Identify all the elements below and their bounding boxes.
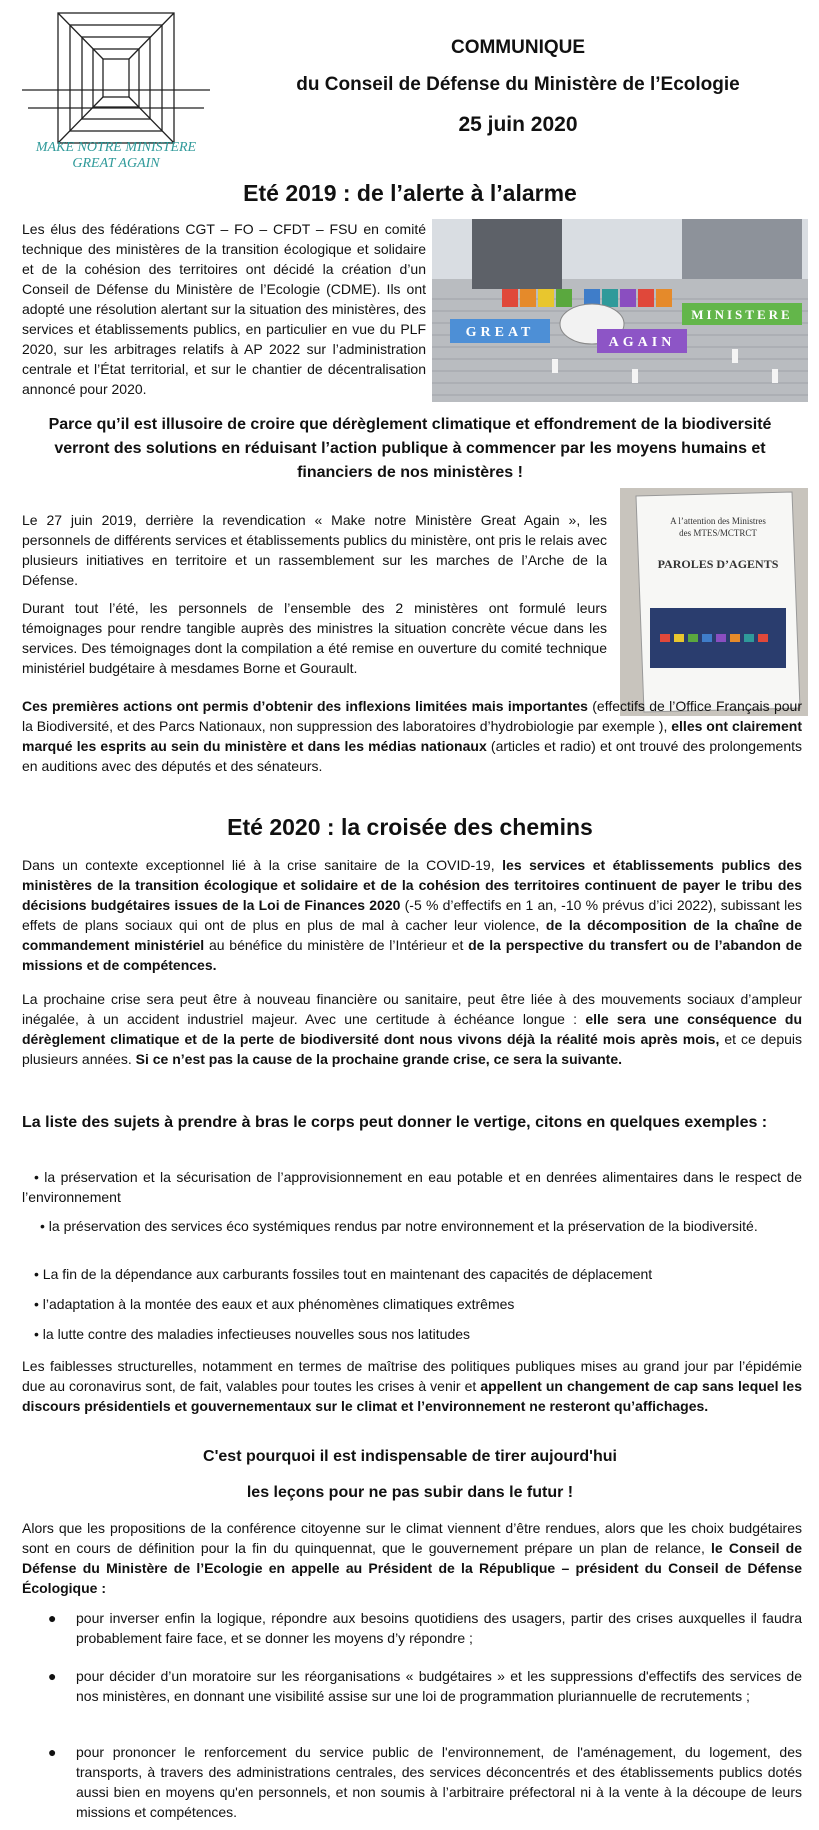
section1-p1: Le 27 juin 2019, derrière la revendication « Make notre Ministère Great Again », les personnels de différents services et établissements publics du ministère, ont pris le relais avec plusieurs initiatives en territoire et un rassemblement sur les marches de l’Arche de la Défense. — [22, 512, 607, 588]
list-item — [22, 1216, 802, 1236]
section1-p3-bold1: Ces premières actions ont permis d’obtenir des inflexions limitées mais importantes — [22, 698, 588, 714]
section1-heading: Eté 2019 : de l’alerte à l’alarme — [243, 180, 577, 206]
section2-p4 — [22, 1518, 802, 1598]
section2-p1-text2: (-5 % d’effectifs en 1 an, -10 % prévus d’ici 2022), subissant les effets de plans sociaux qui ont de plus en plus de mal à cacher leur violence, — [22, 897, 803, 933]
section2-p2-text2: et ce depuis plusieurs années. — [22, 1031, 803, 1067]
bullet-icon: • — [34, 1296, 43, 1312]
list-item-text: la lutte contre des maladies infectieuses nouvelles sous nos latitudes — [42, 1326, 471, 1342]
bullet-icon: • — [40, 1218, 49, 1234]
section2-p1 — [22, 855, 802, 975]
section2-callout-line1: C'est pourquoi il est indispensable de tirer aujourd'hui — [203, 1448, 617, 1465]
list-item — [34, 1264, 802, 1284]
list-item — [22, 1167, 802, 1207]
list-item-text: l’adaptation à la montée des eaux et aux phénomènes climatiques extrêmes — [42, 1296, 515, 1312]
page-title: COMMUNIQUE — [450, 37, 586, 58]
section2-p3 — [22, 1356, 802, 1416]
list-intro: La liste des sujets à prendre à bras le corps peut donner le vertige, citons en quelques exemples : — [22, 1114, 768, 1131]
bullet-icon: ● — [48, 1744, 57, 1760]
section2-p4-text1: Alors que les propositions de la conférence citoyenne sur le climat viennent d’être rendues, alors que les choix budgétaires sont en cours de définition pour la fin du quinquennat, que le gouvernement prépare un plan de relance, — [22, 1520, 802, 1556]
logo-line2: GREAT AGAIN — [72, 156, 160, 171]
book-photo — [620, 488, 808, 716]
demand-item — [48, 1608, 802, 1648]
section1-p3-text1: (effectifs de l’Office Français pour la Biodiversité, et des Parcs Nationaux, non suppression des laboratoires d’hydrobiologie par exemple ), — [22, 698, 802, 734]
section2-p3-text1: Les faiblesses structurelles, notamment en termes de maîtrise des politiques publiques mises au grand jour par l’épidémie due au coronavirus sont, de fait, valables pour toutes les crises à venir et — [22, 1358, 802, 1394]
section1-intro: Les élus des fédérations CGT – FO – CFDT – FSU en comité technique des ministères de la transition écologique et solidaire et de la cohésion des territoires ont décidé la création d’un Conseil de Défense du Ministère de l’Ecologie (CDME). Ils ont adopté une résolution alertant sur la situation des ministères, des services et établissements publics, en particulier en vue du PLF 2020, sur les arbitrages relatifs à AP 2022 sur l’administration centrale et l’État territorial, et sur le chantier de décentralisation annoncé pour 2020. — [22, 221, 426, 397]
bullet-icon: • — [34, 1169, 45, 1185]
logo-emblem — [18, 8, 214, 148]
section2-p1-bold3: de la perspective du transfert ou de l’abandon de missions et de compétences. — [22, 937, 802, 973]
bullet-icon: ● — [48, 1668, 57, 1684]
rally-photo — [432, 219, 808, 402]
banner-again: AGAIN — [608, 335, 676, 350]
section1-p2: Durant tout l’été, les personnels de l’ensemble des 2 ministères ont formulé leurs témoignages pour rendre tangible auprès des ministres la situation concrète vécue dans les services. Des témoignages dont la compilation a été remise en ouverture du comité technique ministériel budgétaire à mesdames Borne et Gourault. — [22, 600, 607, 676]
section2-p2-bold1: elle sera une conséquence du dérèglement climatique et de la perte de biodiversité dont nous vivons déjà la réalité mois après mois, — [22, 1011, 803, 1047]
logo-line1: MAKE NOTRE MINISTERE — [35, 140, 197, 155]
banner-great: GREAT — [465, 325, 535, 340]
list-item-text: la préservation des services éco systémiques rendus par notre environnement et la préservation de la biodiversité. — [48, 1218, 758, 1234]
list-item-text: La fin de la dépendance aux carburants fossiles tout en maintenant des capacités de déplacement — [42, 1266, 653, 1282]
demand-item — [48, 1742, 802, 1822]
section2-p2-bold2: Si ce n’est pas la cause de la prochaine grande crise, ce sera la suivante. — [135, 1051, 622, 1067]
banner-ministere: MINISTERE — [691, 307, 793, 322]
bullet-icon: • — [34, 1326, 43, 1342]
book-title: PAROLES D’AGENTS — [657, 557, 779, 571]
section1-callout: Parce qu’il est illusoire de croire que dérèglement climatique et effondrement de la biodiversité verront des solutions en réduisant l’action publique à commencer par les moyens humains et financiers de nos ministères ! — [48, 416, 772, 481]
section2-p3-bold1: appellent un changement de cap sans lequel les discours présidentiels et gouvernementaux sur le climat et l’environnement ne resteront qu’affichages. — [22, 1378, 802, 1414]
page-subtitle: du Conseil de Défense du Ministère de l’Ecologie — [296, 74, 740, 95]
book-line1: A l’attention des Ministres — [670, 516, 766, 526]
section2-p2-text1: La prochaine crise sera peut être à nouveau financière ou sanitaire, peut être liée à des mouvements sociaux d’ampleur inégalée, à un accident industriel majeur. Avec une certitude à échéance longue : — [22, 991, 802, 1027]
section2-callout-line2: les leçons pour ne pas subir dans le futur ! — [246, 1484, 574, 1501]
section1-p3-text2: (articles et radio) et ont trouvé des prolongements en auditions avec des députés et des sénateurs. — [22, 738, 802, 774]
page-date: 25 juin 2020 — [458, 113, 578, 136]
demand-item — [48, 1666, 802, 1706]
demand-text: pour inverser enfin la logique, répondre aux besoins quotidiens des usagers, partir des crises auxquelles il faudra probablement faire face, et se donner les moyens d’y répondre ; — [76, 1610, 802, 1646]
section2-p1-bold1: les services et établissements publics des ministères de la transition écologique et solidaire et de la cohésion des territoires continuent de payer le tribu des décisions budgétaires issues de la Loi de Finances 2020 — [22, 857, 802, 913]
section2-p2 — [22, 989, 802, 1069]
logo — [18, 8, 214, 180]
demand-text: pour prononcer le renforcement du service public de l'environnement, de l'aménagement, du logement, des transports, à travers des administrations centrales, des services déconcentrés et des établissements publics dotés aussi bien en moyens qu'en personnels, et non soumis à l’arbitraire préfectoral ni à la vente à la découpe de leurs missions et compétences. — [76, 1744, 802, 1820]
section1-p3-bold2: elles ont clairement marqué les esprits au sein du ministère et dans les médias nationaux — [22, 718, 802, 754]
section2-heading: Eté 2020 : la croisée des chemins — [227, 814, 593, 840]
section2-p4-bold1: le Conseil de Défense du Ministère de l’Ecologie en appelle au Président de la République – président du Conseil de Défense Écologique : — [22, 1540, 802, 1596]
section1-p3 — [22, 696, 802, 776]
section2-p1-text3: au bénéfice du ministère de l’Intérieur et — [204, 937, 469, 953]
book-line2: des MTES/MCTRCT — [679, 528, 757, 538]
demand-text: pour décider d’un moratoire sur les réorganisations « budgétaires » et les suppressions d'effectifs des services de nos ministères, en donnant une visibilité assise sur une loi de programmation pluriannuelle de recrutements ; — [76, 1668, 802, 1704]
bullet-icon: ● — [48, 1610, 57, 1626]
section2-p1-text1: Dans un contexte exceptionnel lié à la crise sanitaire de la COVID-19, — [22, 857, 503, 873]
list-item — [34, 1294, 802, 1314]
list-item — [34, 1324, 802, 1344]
section2-p1-bold2: de la décomposition de la chaîne de commandement ministériel — [22, 917, 802, 953]
list-item-text: la préservation et la sécurisation de l’approvisionnement en eau potable et en denrées alimentaires dans le respect de l’environnement — [22, 1169, 803, 1205]
bullet-icon: • — [34, 1266, 43, 1282]
